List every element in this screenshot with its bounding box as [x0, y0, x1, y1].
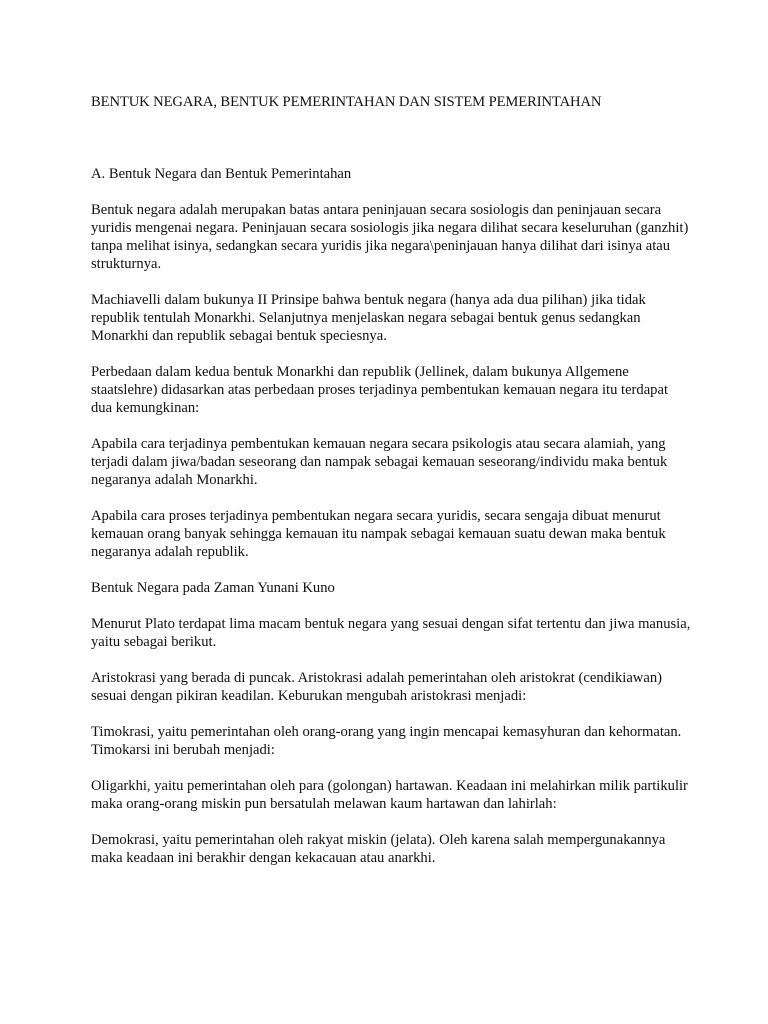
- paragraph: Bentuk negara adalah merupakan batas antara peninjauan secara sosiologis dan peninjauan secara yuridis mengenai negara. Peninjauan secara sosiologis jika negara dilihat secara keseluruhan (ganzhit) tanpa melihat isinya, sedangkan secara yuridis jika negara\peninjauan hanya dilihat dari isinya atau strukturnya.: [91, 202, 689, 272]
- paragraph: Perbedaan dalam kedua bentuk Monarkhi dan republik (Jellinek, dalam bukunya Allgemene staatslehre) didasarkan atas perbedaan proses terjadinya pembentukan kemauan negara itu terdapat dua kemungkinan:: [91, 364, 669, 416]
- paragraph: Menurut Plato terdapat lima macam bentuk negara yang sesuai dengan sifat tertentu dan jiwa manusia, yaitu sebagai berikut.: [91, 616, 691, 650]
- paragraph: Oligarkhi, yaitu pemerintahan oleh para (golongan) hartawan. Keadaan ini melahirkan milik partikulir maka orang-orang miskin pun bersatulah melawan kaum hartawan dan lahirlah:: [91, 778, 688, 812]
- paragraph: Demokrasi, yaitu pemerintahan oleh rakyat miskin (jelata). Oleh karena salah mempergunakannya maka keadaan ini berakhir dengan kekacauan atau anarkhi.: [91, 832, 666, 866]
- paragraph: Machiavelli dalam bukunya II Prinsipe bahwa bentuk negara (hanya ada dua pilihan) jika tidak republik tentulah Monarkhi. Selanjutnya menjelaskan negara sebagai bentuk genus sedangkan Monarkhi dan republik sebagai bentuk speciesnya.: [91, 292, 646, 344]
- paragraph: Apabila cara terjadinya pembentukan kemauan negara secara psikologis atau secara alamiah, yang terjadi dalam jiwa/badan seseorang dan nampak sebagai kemauan seseorang/individu maka bentuk negaranya adalah Monarkhi.: [91, 436, 668, 488]
- subsection-heading: Bentuk Negara pada Zaman Yunani Kuno: [91, 580, 335, 596]
- document-page: [91, 93, 691, 867]
- document-title: BENTUK NEGARA, BENTUK PEMERINTAHAN DAN SISTEM PEMERINTAHAN: [91, 94, 602, 110]
- section-heading: A. Bentuk Negara dan Bentuk Pemerintahan: [91, 166, 352, 182]
- paragraph: Timokrasi, yaitu pemerintahan oleh orang-orang yang ingin mencapai kemasyhuran dan kehormatan. Timokarsi ini berubah menjadi:: [91, 724, 682, 758]
- paragraph: Aristokrasi yang berada di puncak. Aristokrasi adalah pemerintahan oleh aristokrat (cendikiawan) sesuai dengan pikiran keadilan. Keburukan mengubah aristokrasi menjadi:: [91, 670, 662, 704]
- paragraph: Apabila cara proses terjadinya pembentukan negara secara yuridis, secara sengaja dibuat menurut kemauan orang banyak sehingga kemauan itu nampak sebagai kemauan suatu dewan maka bentuk negaranya adalah republik.: [91, 508, 666, 560]
